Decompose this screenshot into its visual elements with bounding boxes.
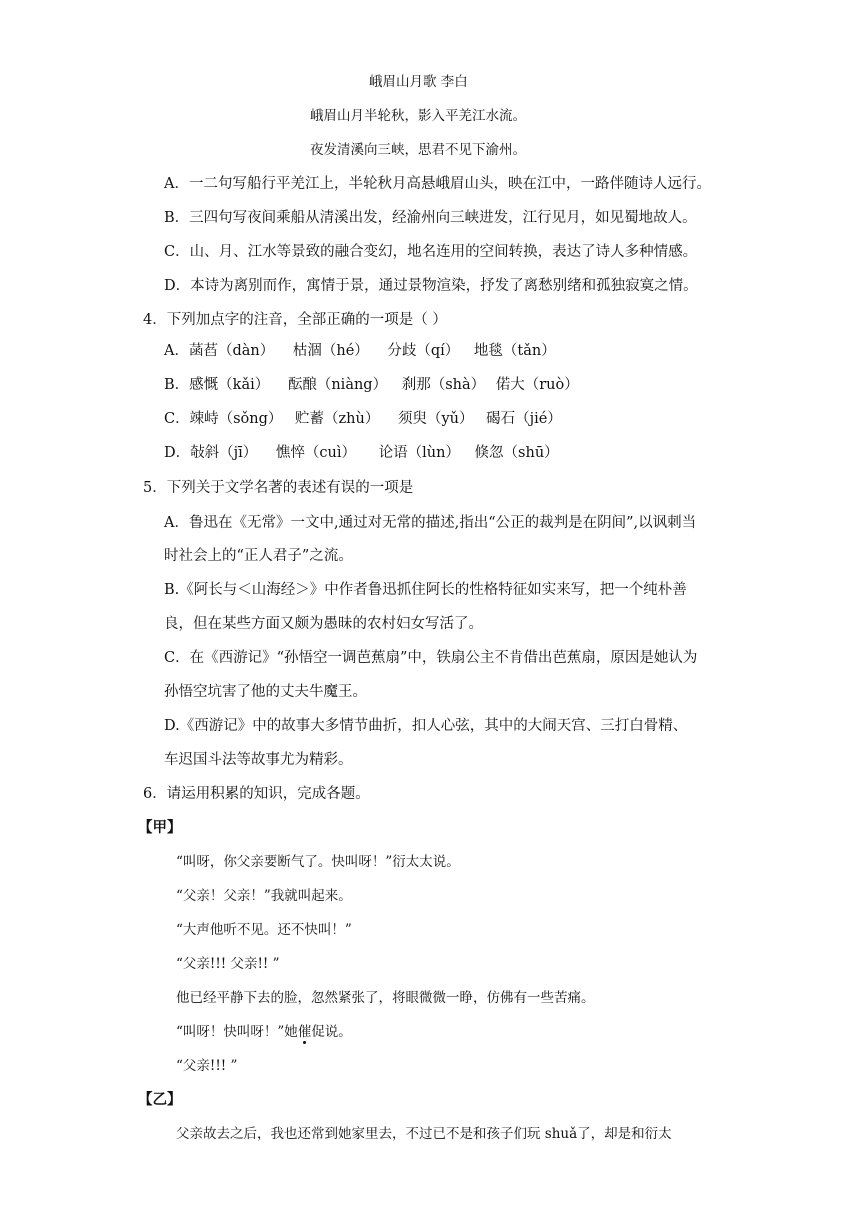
q5-option-d-line1: D.《西游记》中的故事大多情节曲折，扣人心弦，其中的大闹天宫、三打白骨精、	[164, 718, 688, 734]
q5-option-d-line2: 车迟国斗法等故事尤为精彩。	[164, 752, 353, 768]
pinyin-3: （yǔ）	[426, 411, 474, 427]
pinyin-2: （niàng）	[316, 377, 388, 393]
poem-title: 峨眉山月歌 李白	[369, 74, 468, 90]
pinyin-4: （tǎn）	[502, 343, 556, 359]
dotted-char: 催	[297, 1024, 312, 1040]
poem-line-1: 峨眉山月半轮秋，影入平羌江水流。	[310, 108, 526, 124]
pinyin-4: （shū）	[503, 445, 559, 461]
q5-stem: 5．下列关于文学名著的表述有误的一项是	[143, 480, 414, 496]
word-4: 地毯	[473, 343, 503, 359]
word-1: 敧斜	[190, 445, 220, 461]
pinyin-1: （jī）	[219, 445, 258, 461]
word-2: 贮蓄	[295, 411, 325, 427]
passage-jia-para-1: “叫呀，你父亲要断气了。快叫呀！”衍太太说。	[176, 854, 460, 870]
q5-option-a-line1: A．鲁迅在《无常》一文中,通过对无常的描述,指出“公正的裁判是在阴间”,以讽刺当	[164, 515, 697, 531]
passage-jia-para-4: “父亲!!! 父亲!! ”	[176, 956, 280, 972]
section-yi-heading: 【乙】	[138, 1091, 182, 1108]
pinyin-3: （qí）	[416, 343, 460, 359]
q5-option-b-line1: B.《阿长与＜山海经＞》中作者鲁迅抓住阿长的性格特征如实来写，把一个纯朴善	[164, 582, 687, 598]
pinyin-3: （shà）	[430, 377, 486, 393]
passage-jia-para-5: 他已经平静下去的脸，忽然紧张了，将眼微微一睁，仿佛有一些苦痛。	[176, 990, 595, 1006]
option-label: B．	[164, 377, 190, 393]
word-3: 刹那	[401, 377, 431, 393]
q5-option-b-line2: 良，但在某些方面又颇为愚昧的农村妇女写活了。	[164, 616, 483, 632]
q4-stem: 4．下列加点字的注音，全部正确的一项是（ ）	[143, 312, 447, 328]
word-4: 倏忽	[474, 445, 504, 461]
word-4: 偌大	[495, 377, 525, 393]
passage-jia-para-6	[176, 1022, 352, 1042]
pinyin-3: （lùn）	[407, 445, 460, 461]
q3-option-b: B．三四句写夜间乘船从清溪出发，经渝州向三峡进发，江行见月，如见蜀地故人。	[164, 210, 697, 226]
option-label: C．	[164, 411, 190, 427]
pinyin-1: （dàn）	[217, 343, 275, 359]
pinyin-1: （kǎi）	[218, 377, 270, 393]
word-3: 分歧	[387, 343, 417, 359]
pinyin-2: （cuì）	[304, 445, 356, 461]
word-2: 憔悴	[275, 445, 305, 461]
q6-stem: 6．请运用积累的知识，完成各题。	[143, 786, 370, 802]
para-6-text-c: 促说。	[311, 1024, 352, 1040]
pinyin-2: （zhù）	[324, 411, 380, 427]
option-label: A．	[164, 343, 189, 359]
q4-option-d	[164, 443, 559, 463]
q3-option-d: D．本诗为离别而作，寓情于景，通过景物渲染，抒发了离愁别绪和孤独寂寞之情。	[164, 278, 698, 294]
q5-option-c-line2: 孙悟空坑害了他的丈夫牛魔王。	[164, 684, 367, 700]
poem-line-2: 夜发清溪向三峡，思君不见下渝州。	[310, 142, 526, 158]
q5-option-a-line2: 时社会上的“正人君子”之流。	[164, 548, 353, 564]
word-1: 菡萏	[188, 343, 218, 359]
q5-option-c-line1: C．在《西游记》“孙悟空一调芭蕉扇”中，铁扇公主不肯借出芭蕉扇，原因是她认为	[164, 650, 698, 666]
option-label: D．	[164, 445, 191, 461]
word-2: 酝酿	[287, 377, 317, 393]
passage-yi-para-1: 父亲故去之后，我也还常到她家里去，不过已不是和孩子们玩 shuǎ了，却是和衍太	[176, 1126, 672, 1142]
passage-jia-para-3: “大声他听不见。还不快叫！”	[176, 922, 352, 938]
word-3: 须臾	[397, 411, 427, 427]
q4-option-c	[164, 409, 562, 429]
section-jia-heading: 【甲】	[138, 819, 182, 836]
q3-option-c: C．山、月、江水等景致的融合变幻，地名连用的空间转换，表达了诗人多种情感。	[164, 244, 698, 260]
pinyin-4: （ruò）	[524, 377, 579, 393]
passage-jia-para-7: “父亲!!! ”	[176, 1058, 238, 1074]
q4-option-a	[164, 341, 556, 361]
word-1: 竦峙	[189, 411, 219, 427]
word-4: 碣石	[486, 411, 516, 427]
word-3: 论语	[378, 445, 408, 461]
q3-option-a: A．一二句写船行平羌江上，半轮秋月高悬峨眉山头，映在江中，一路伴随诗人远行。	[164, 176, 711, 192]
word-1: 感慨	[189, 377, 219, 393]
word-2: 枯涸	[292, 343, 322, 359]
pinyin-4: （jié）	[515, 411, 562, 427]
para-6-text-a: “叫呀！快叫呀！”她	[176, 1024, 298, 1040]
pinyin-2: （hé）	[321, 343, 369, 359]
passage-jia-para-2: “父亲！父亲！”我就叫起来。	[176, 888, 352, 904]
q4-option-b	[164, 375, 579, 395]
pinyin-1: （sǒng）	[218, 411, 283, 427]
